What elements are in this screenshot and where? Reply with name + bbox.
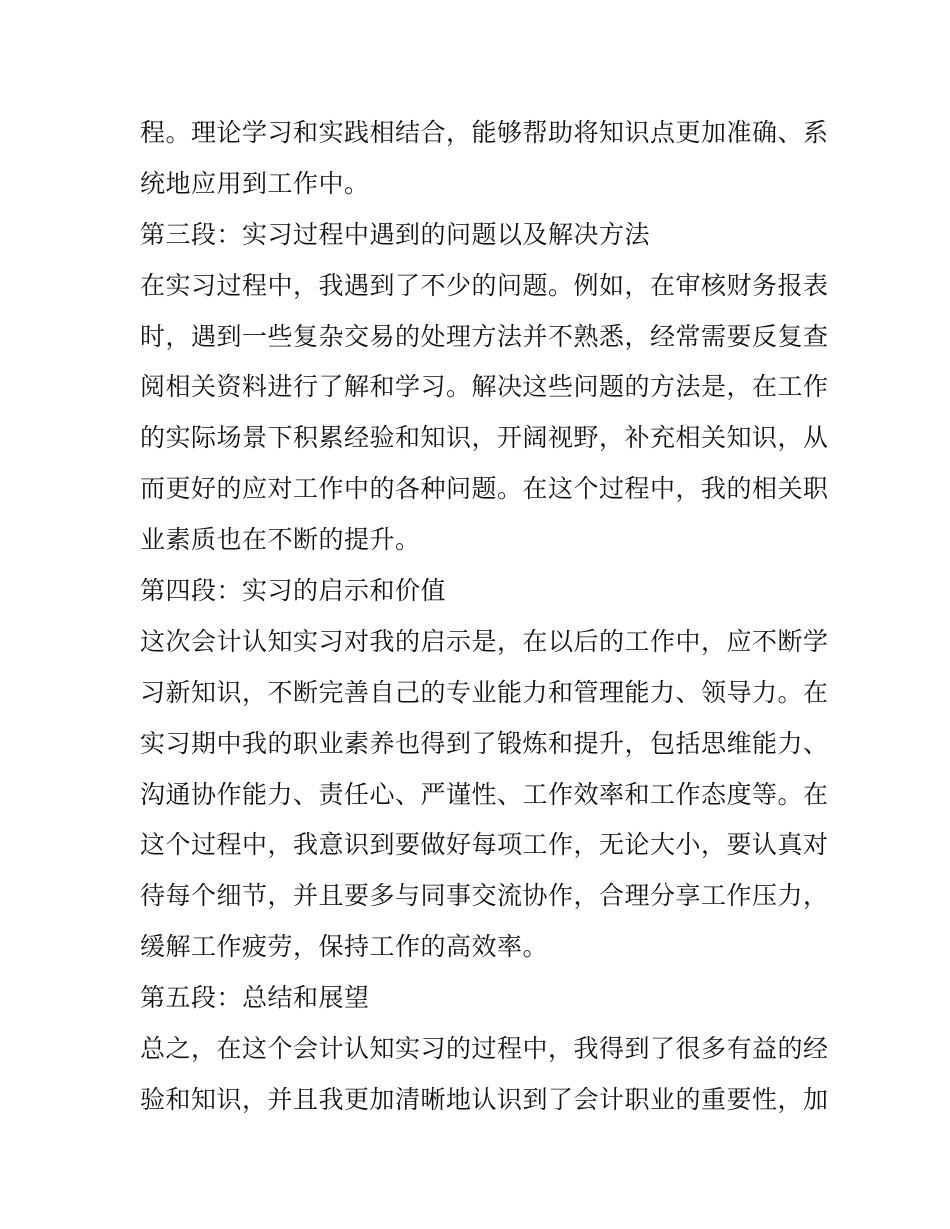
text-line: 阅相关资料进行了解和学习。解决这些问题的方法是，在工作 <box>140 372 829 402</box>
section-heading: 第四段：实习的启示和价值 <box>140 576 447 606</box>
text-line: 这个过程中，我意识到要做好每项工作，无论大小，要认真对 <box>140 830 829 860</box>
text-line: 沟通协作能力、责任心、严谨性、工作效率和工作态度等。在 <box>140 779 829 809</box>
text-line: 这次会计认知实习对我的启示是，在以后的工作中，应不断学 <box>140 626 829 656</box>
text-line: 总之，在这个会计认知实习的过程中，我得到了很多有益的经 <box>140 1034 829 1064</box>
text-line: 业素质也在不断的提升。 <box>140 525 421 555</box>
text-line: 时，遇到一些复杂交易的处理方法并不熟悉，经常需要反复查 <box>140 321 829 351</box>
text-line: 统地应用到工作中。 <box>140 168 370 198</box>
text-line: 缓解工作疲劳，保持工作的高效率。 <box>140 932 549 962</box>
document-body <box>140 108 829 1126</box>
text-line: 验和知识，并且我更加清晰地认识到了会计职业的重要性，加 <box>140 1084 829 1114</box>
text-line: 待每个细节，并且要多与同事交流协作，合理分享工作压力， <box>140 881 829 911</box>
section-heading: 第五段：总结和展望 <box>140 983 370 1013</box>
text-line: 程。理论学习和实践相结合，能够帮助将知识点更加准确、系 <box>140 118 829 147</box>
text-line: 实习期中我的职业素养也得到了锻炼和提升，包括思维能力、 <box>140 728 829 758</box>
text-line: 习新知识，不断完善自己的专业能力和管理能力、领导力。在 <box>140 677 829 707</box>
text-line: 的实际场景下积累经验和知识，开阔视野，补充相关知识，从 <box>140 423 829 453</box>
section-heading: 第三段：实习过程中遇到的问题以及解决方法 <box>140 219 651 249</box>
text-line: 在实习过程中，我遇到了不少的问题。例如，在审核财务报表 <box>140 270 829 300</box>
text-line: 而更好的应对工作中的各种问题。在这个过程中，我的相关职 <box>140 474 829 504</box>
